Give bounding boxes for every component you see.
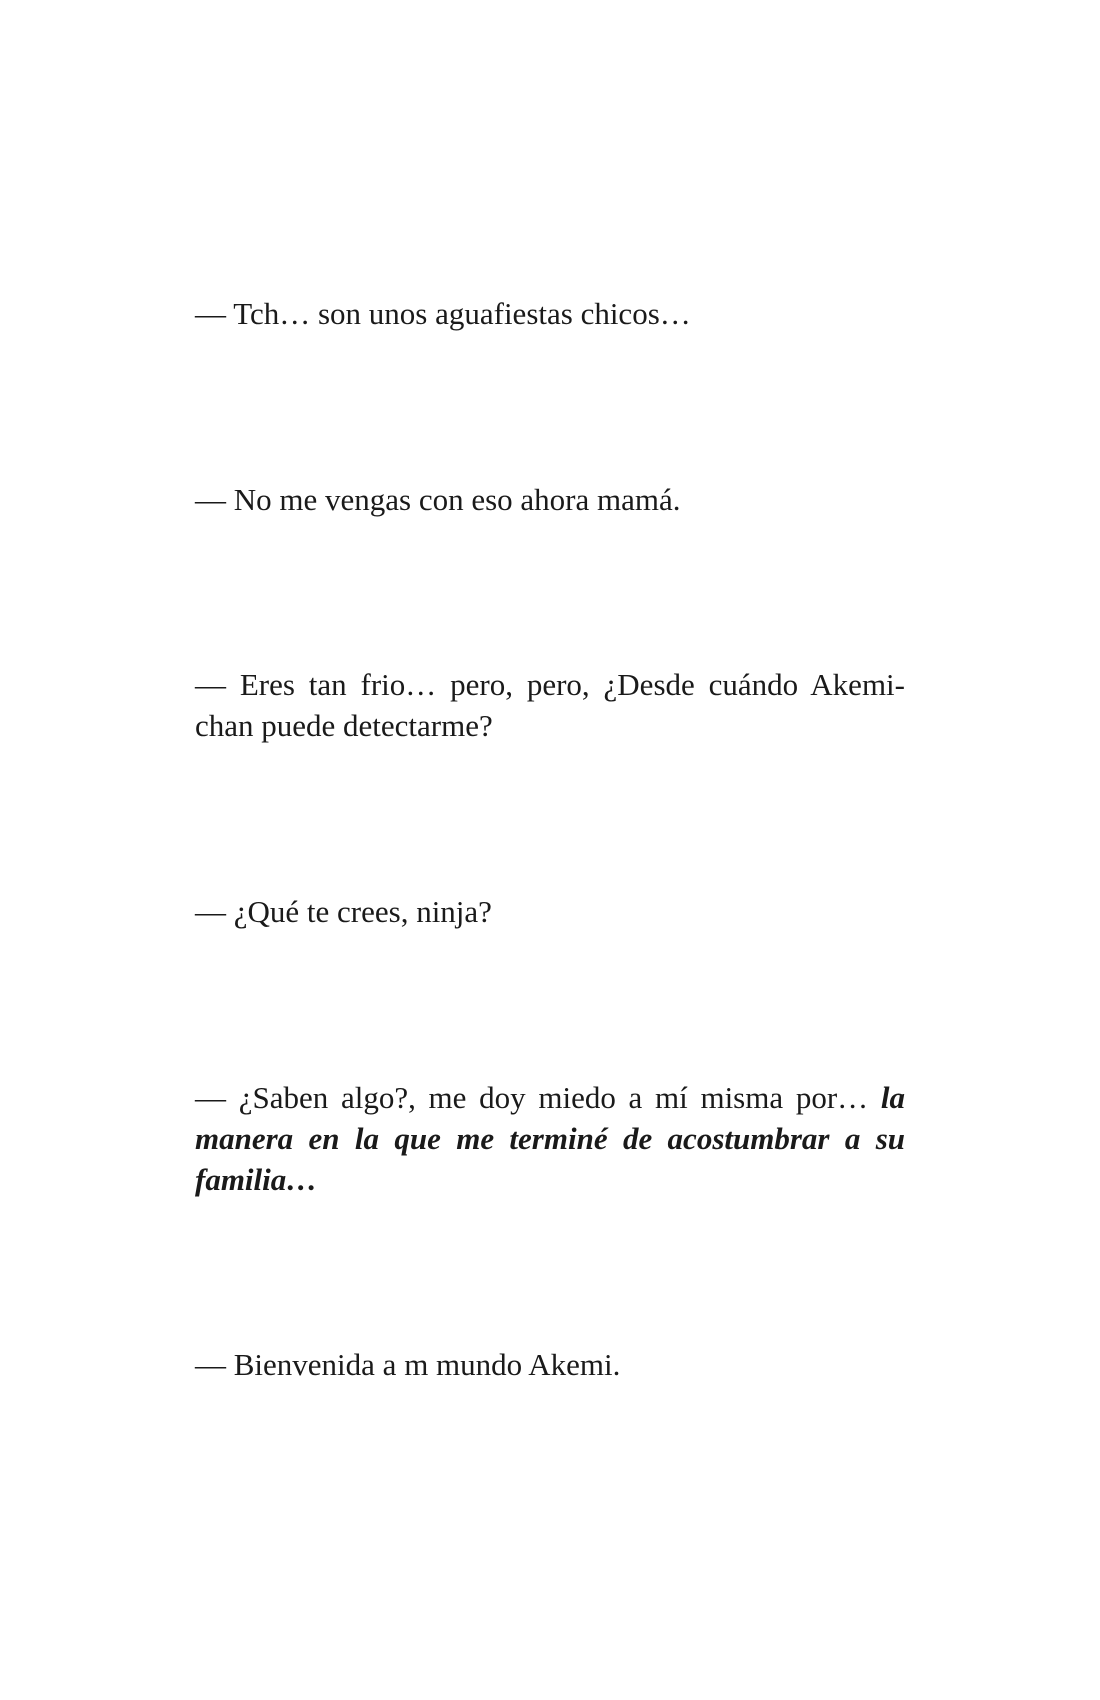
dialogue-line xyxy=(195,293,905,334)
dialogue-text: — Eres tan frio… pero, pero, ¿Desde cuándo Akemi-chan puede detectarme? xyxy=(195,667,905,743)
emphasized-thought: la manera en la que me terminé de acostumbrar a su familia… xyxy=(195,1080,905,1197)
dialogue-text: — ¿Saben algo?, me doy miedo a mí misma por… xyxy=(195,1080,881,1115)
dialogue-line xyxy=(195,1344,905,1385)
dialogue-text: — Tch… son unos aguafiestas chicos… xyxy=(195,296,691,331)
dialogue-line xyxy=(195,891,905,932)
dialogue-line xyxy=(195,664,905,746)
dialogue-text: — No me vengas con eso ahora mamá. xyxy=(195,482,681,517)
dialogue-line xyxy=(195,1077,905,1200)
dialogue-text: — Bienvenida a m mundo Akemi. xyxy=(195,1347,621,1382)
dialogue-line xyxy=(195,479,905,520)
dialogue-text: — ¿Qué te crees, ninja? xyxy=(195,894,492,929)
